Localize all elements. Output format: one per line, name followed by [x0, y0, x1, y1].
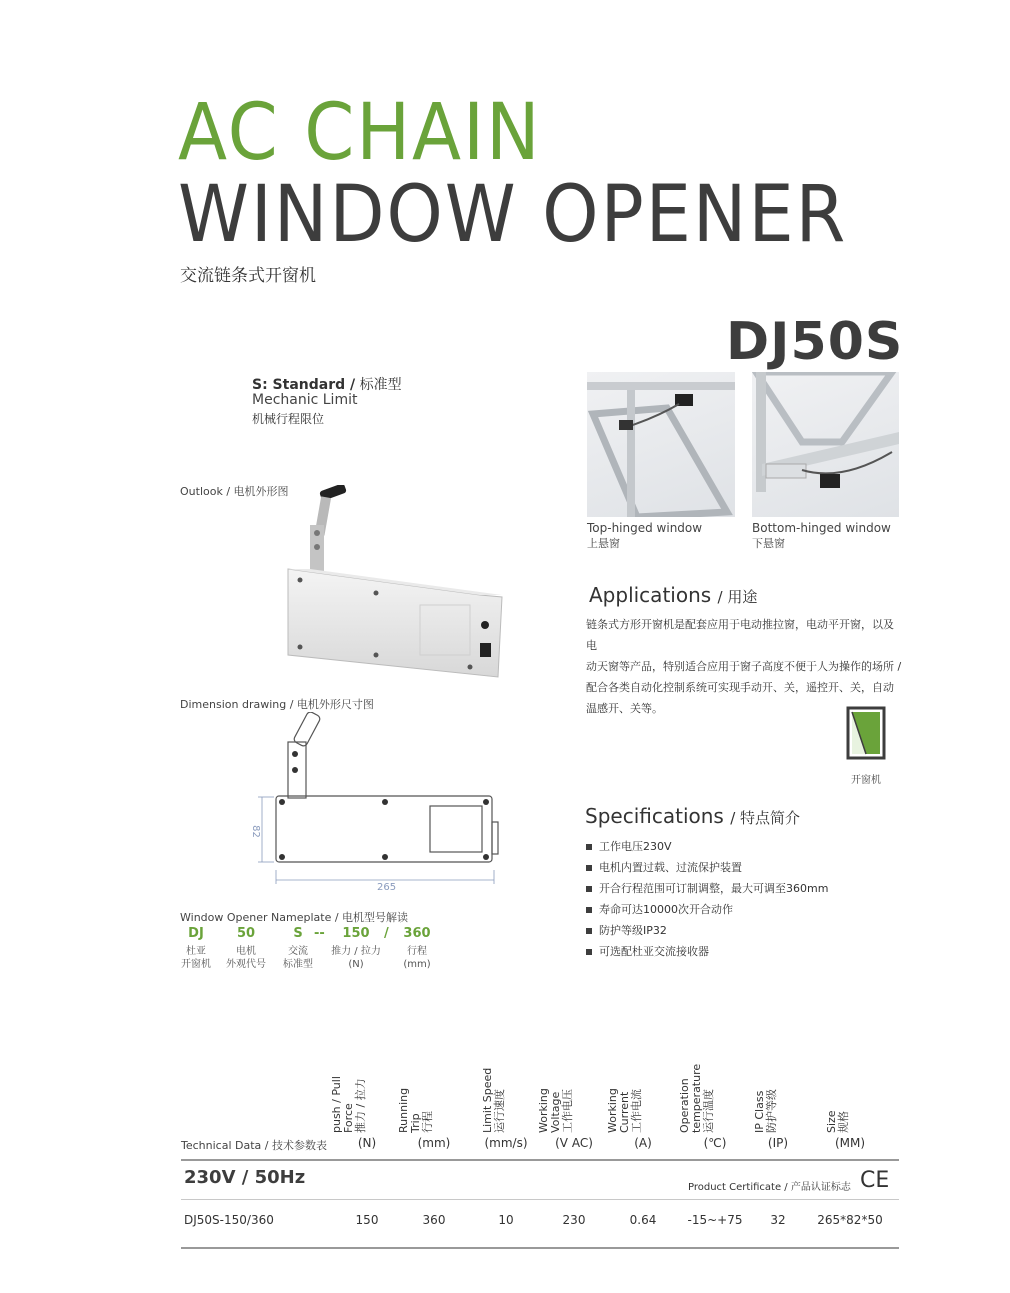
spec-item-text: 寿命可达10000次开合动作 — [599, 903, 733, 916]
nameplate-caption: Window Opener Nameplate / 电机型号解读 — [180, 911, 409, 924]
table-cell: 32 — [770, 1213, 786, 1227]
top-hinged-caption-cn: 上悬窗 — [587, 537, 620, 550]
spec-item-text: 开合行程范围可订制调整，最大可调至360mm — [599, 882, 829, 895]
specifications-title-cn: / 特点简介 — [730, 809, 801, 827]
tech-header-en2: Current — [618, 1091, 631, 1133]
nameplate-code: S — [293, 926, 303, 941]
applications-title-cn: / 用途 — [717, 588, 758, 606]
applications-line: 配合各类自动化控制系统可实现手动开、关，遥控开、关，自动 — [586, 681, 894, 694]
tech-header-en: Operation — [678, 1078, 691, 1133]
table-cell: 150 — [355, 1213, 379, 1227]
nameplate-desc: 杜亚 — [186, 946, 206, 957]
nameplate-desc: 行程 — [407, 946, 427, 957]
standard-label-cn: 标准型 — [355, 377, 402, 393]
tech-header-cn: 运行速度 — [493, 1089, 506, 1133]
tech-header-text — [607, 1088, 643, 1133]
spec-item-text: 可选配杜亚交流接收器 — [599, 945, 709, 958]
spec-item-text: 防护等级IP32 — [599, 924, 667, 937]
nameplate-desc: 推力 / 拉力 — [331, 946, 381, 957]
outlook-caption: Outlook / 电机外形图 — [180, 485, 289, 498]
title-line1: AC CHAIN — [178, 88, 542, 178]
table-cell: 265*82*50 — [817, 1213, 883, 1227]
spec-item-text: 电机内置过载、过流保护装置 — [599, 861, 742, 874]
tech-header-en: IP Class — [753, 1090, 766, 1133]
tech-header-cn: 工作电压 — [561, 1089, 574, 1133]
applications-line: 链条式方形开窗机是配套应用于电动推拉窗，电动平开窗，以及电 — [586, 618, 894, 652]
tech-header-unit: (IP) — [767, 1136, 789, 1150]
tech-header-unit: (N) — [357, 1136, 377, 1150]
dimension-height: 82 — [249, 825, 261, 838]
tech-header-cn: 行程 — [421, 1111, 434, 1133]
product-certificate-label: Product Certificate / 产品认证标志 — [688, 1182, 851, 1193]
nameplate-slash: / — [384, 926, 389, 941]
top-hinged-caption: Top-hinged window — [587, 521, 703, 535]
tech-header-unit: (MM) — [834, 1136, 866, 1150]
nameplate-desc: 外观代号 — [226, 959, 266, 970]
table-rule-bottom — [181, 1247, 899, 1249]
dimension-caption: Dimension drawing / 电机外形尺寸图 — [180, 698, 374, 711]
standard-label-en: S: Standard / — [252, 377, 356, 393]
table-rule-top — [181, 1159, 899, 1161]
tech-header-en: push / Pull — [330, 1076, 343, 1133]
mechanic-limit-cn: 机械行程限位 — [252, 412, 325, 426]
applications-title-en: Applications — [589, 583, 712, 607]
mechanic-limit: Mechanic Limit — [252, 392, 358, 408]
tech-header-en2: Voltage — [549, 1091, 562, 1133]
table-cell: -15~+75 — [687, 1213, 743, 1227]
tech-header-unit: (mm) — [417, 1136, 451, 1150]
tech-header-unit: (mm/s) — [484, 1136, 528, 1150]
specifications-title-en: Specifications — [585, 804, 724, 828]
nameplate-code: 150 — [342, 926, 370, 941]
tech-header-text — [398, 1088, 434, 1133]
tech-header-unit: (V AC) — [555, 1136, 593, 1150]
tech-header-cn: 推力 / 拉力 — [354, 1078, 367, 1133]
tech-header-en2: Trip — [409, 1113, 422, 1133]
bottom-hinged-caption: Bottom-hinged window — [752, 521, 891, 535]
applications-line: 温感开、关等。 — [586, 702, 663, 715]
tech-header-en2: temperature — [690, 1063, 703, 1133]
tech-section-title: 230V / 50Hz — [184, 1167, 306, 1188]
table-cell: 10 — [498, 1213, 514, 1227]
tech-header-en2: Force — [342, 1103, 355, 1133]
nameplate-desc: 交流 — [288, 946, 308, 957]
nameplate-code: 50 — [236, 926, 256, 941]
nameplate-code: DJ — [188, 926, 204, 941]
nameplate-desc: (mm) — [403, 959, 431, 970]
nameplate-dash: -- — [314, 926, 325, 941]
tech-header-text — [482, 1068, 506, 1133]
tech-header-en: Working — [537, 1088, 550, 1133]
tech-header-cn: 防护等级 — [765, 1089, 778, 1133]
tech-data-label: Technical Data / 技术参数表 — [181, 1139, 327, 1152]
dimension-length: 265 — [377, 882, 397, 893]
nameplate-desc: 标准型 — [283, 959, 313, 970]
model-name: DJ50S — [726, 312, 904, 372]
tech-header-text — [754, 1089, 778, 1133]
nameplate-code: 360 — [403, 926, 431, 941]
tech-header-en: Running — [397, 1087, 410, 1133]
spec-item-text: 工作电压230V — [599, 840, 672, 853]
nameplate-desc: 开窗机 — [181, 959, 211, 970]
tech-header-text — [331, 1076, 367, 1133]
nameplate-desc: 电机 — [236, 946, 256, 957]
tech-header-en: Limit Speed — [481, 1067, 494, 1133]
table-cell-model: DJ50S-150/360 — [184, 1213, 274, 1227]
tech-header-text — [679, 1064, 715, 1133]
table-cell: 360 — [422, 1213, 446, 1227]
ce-mark-icon: CE — [860, 1168, 890, 1193]
tech-header-unit: (A) — [634, 1136, 652, 1150]
tech-header-text — [826, 1110, 850, 1133]
tech-header-unit: (℃) — [703, 1136, 727, 1150]
title-line2: WINDOW OPENER — [178, 170, 848, 260]
tech-header-cn: 工作电流 — [630, 1089, 643, 1133]
tech-header-en: Working — [606, 1088, 619, 1133]
tech-header-text — [538, 1088, 574, 1133]
subtitle: 交流链条式开窗机 — [180, 266, 316, 286]
tech-header-cn: 运行温度 — [702, 1089, 715, 1133]
tech-header-cn: 规格 — [837, 1111, 850, 1133]
table-rule-mid — [181, 1199, 899, 1200]
tech-header-en: Size — [825, 1110, 838, 1133]
nameplate-desc: (N) — [348, 959, 364, 970]
table-cell: 230 — [562, 1213, 586, 1227]
applications-line: 动天窗等产品，特别适合应用于窗子高度不便于人为操作的场所 / — [586, 660, 902, 673]
window-icon-label: 开窗机 — [851, 775, 881, 786]
bottom-hinged-caption-cn: 下悬窗 — [752, 537, 785, 550]
table-cell: 0.64 — [629, 1213, 657, 1227]
